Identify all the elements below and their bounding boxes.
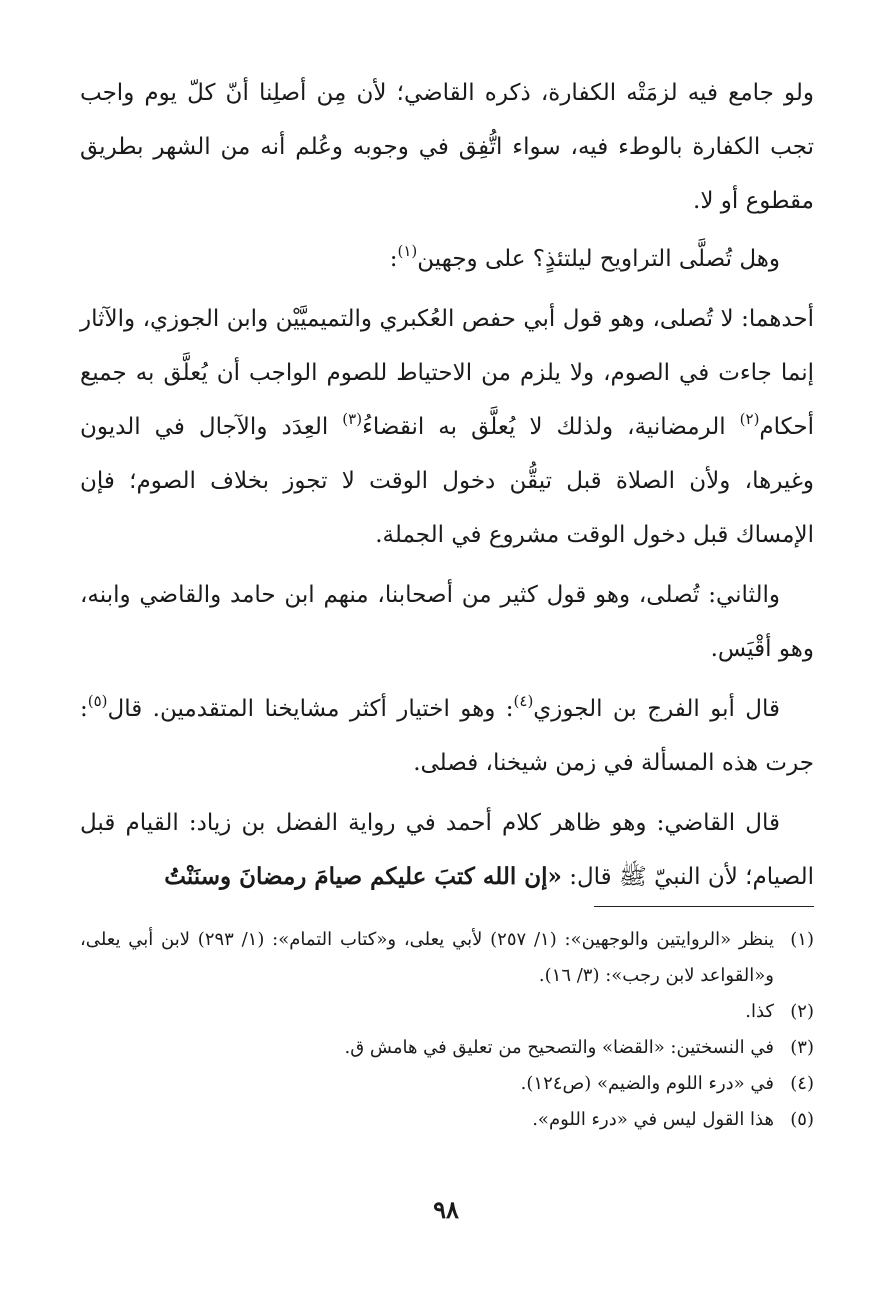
footnote-text: كذا. (745, 1001, 774, 1022)
footnote-number: (١) (790, 929, 814, 950)
paragraph-2-end: : (389, 246, 398, 272)
footnote-ref-5: (٥) (87, 692, 108, 710)
footnote-3 (80, 1030, 814, 1066)
footnote-number: (٤) (790, 1073, 814, 1094)
paragraph-4-text: والثاني: تُصلى، وهو قول كثير من أصحابنا، منهم ابن حامد والقاضي وابنه، وهو أقْيَس. (80, 582, 814, 662)
paragraph-2-text: وهل تُصلَّى التراويح ليلتئذٍ؟ على وجهين (417, 246, 780, 272)
paragraph-1 (80, 66, 814, 228)
footnote-number: (٢) (790, 1001, 814, 1022)
paragraph-5 (80, 682, 814, 790)
paragraph-3-text-a: أحدهما: لا تُصلى، وهو قول أبي حفص العُكبري والتميميَّيْن وابن الجوزي، والآثار إنما جاءت في الصوم، ولا يلزم من الاحتياط للصوم الواجب أن يُعلَّق به جميع أحكام (80, 306, 814, 440)
footnote-text: في النسختين: «القضا» والتصحيح من تعليق في هامش ق. (344, 1037, 774, 1058)
footnote-2 (80, 994, 814, 1030)
paragraph-6-text: قال القاضي: وهو ظاهر كلام أحمد في رواية الفضل بن زياد: القيام قبل الصيام؛ لأن النبيّ ﷺ قال: (80, 810, 814, 890)
footnote-text: ينظر «الروايتين والوجهين»: (١/ ٢٥٧) لأبي يعلى، و«كتاب التمام»: (١/ ٢٩٣) لابن أبي يعلى، و«القواعد لابن رجب»: (٣/ ١٦). (80, 929, 774, 986)
footnote-text: في «درء اللوم والضيم» (ص١٢٤). (520, 1073, 774, 1094)
paragraph-3-text-c: العِدَد والآجال في الديون وغيرها، ولأن الصلاة قبل تيقُّن دخول الوقت لا تجوز بخلاف الصوم؛ فإن الإمساك قبل دخول الوقت مشروع في الجملة. (80, 414, 814, 548)
footnote-number: (٥) (790, 1109, 814, 1130)
footnote-ref-2: (٢) (739, 410, 760, 428)
page-number: ٩٨ (433, 1195, 459, 1224)
paragraph-5-text-c: : جرت هذه المسألة في زمن شيخنا، فصلى. (80, 696, 814, 776)
paragraph-3 (80, 292, 814, 562)
paragraph-5-text-b: : وهو اختيار أكثر مشايخنا المتقدمين. قال (107, 696, 514, 722)
footnote-4 (80, 1066, 814, 1102)
paragraph-3-text-b: الرمضانية، ولذلك لا يُعلَّق به انقضاءُ (362, 414, 740, 440)
paragraph-2 (80, 232, 814, 286)
paragraph-6 (80, 796, 814, 904)
main-text (80, 66, 814, 910)
footnote-ref-3: (٣) (342, 410, 363, 428)
paragraph-5-text-a: قال أبو الفرج بن الجوزي (533, 696, 780, 722)
footnote-ref-4: (٤) (513, 692, 534, 710)
hadith-quote: «إن الله كتبَ عليكم صيامَ رمضانَ وسنَنْتُ (164, 863, 562, 890)
footnote-ref-1: (١) (397, 242, 418, 260)
footnote-1 (80, 922, 814, 994)
footnote-5 (80, 1102, 814, 1138)
footnote-text: هذا القول ليس في «درء اللوم». (532, 1109, 774, 1130)
paragraph-4 (80, 568, 814, 676)
footnote-number: (٣) (790, 1037, 814, 1058)
footnotes (80, 922, 814, 1138)
paragraph-1-text: ولو جامع فيه لزمَتْه الكفارة، ذكره القاضي؛ لأن مِن أصلِنا أنّ كلّ يوم واجب تجب الكفارة بالوطء فيه، سواء اتُّفِق في وجوبه وعُلم أنه من الشهر بطريق مقطوع أو لا. (80, 80, 814, 214)
footnote-separator (594, 906, 814, 907)
